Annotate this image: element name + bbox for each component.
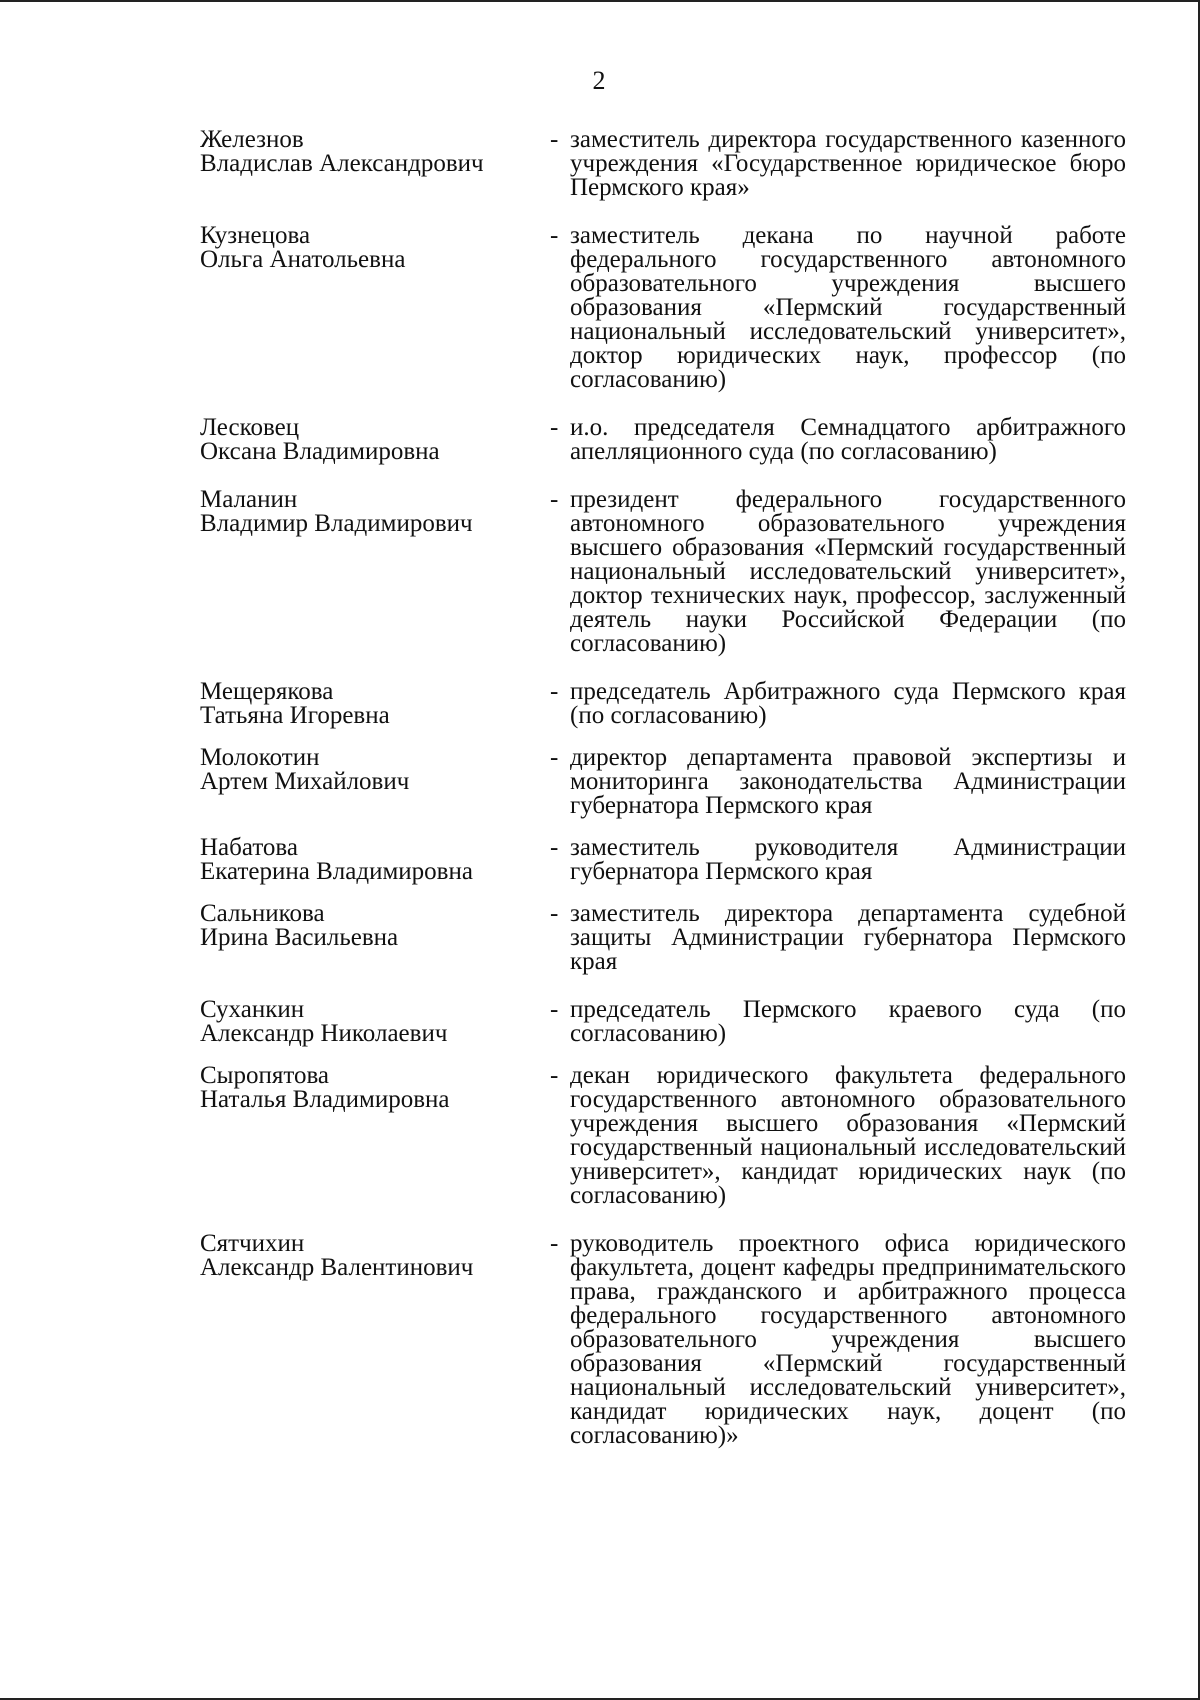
person-name	[200, 128, 550, 176]
person-given-names: Александр Николаевич	[200, 1020, 448, 1047]
dash-separator: -	[550, 1062, 559, 1089]
person-given-names: Ольга Анатольевна	[200, 246, 406, 273]
person-surname: Железнов	[200, 126, 304, 153]
person-position: заместитель декана по научной работе федерального государственного автономного образовательного учреждения высшего образования «Пермский государственный национальный исследовательский университет», доктор юридических наук, профессор (по согласованию)	[570, 222, 1126, 393]
person-name	[200, 1232, 550, 1280]
person-name	[200, 1064, 550, 1112]
page-number: 2	[592, 66, 606, 95]
person-given-names: Артем Михайлович	[200, 768, 410, 795]
person-name	[200, 680, 550, 728]
dash-separator: -	[550, 414, 559, 441]
person-given-names: Татьяна Игоревна	[200, 702, 390, 729]
list-item	[200, 746, 1130, 818]
person-position: заместитель директора департамента судебной защиты Администрации губернатора Пермского края	[570, 900, 1126, 975]
list-item	[200, 416, 1130, 464]
person-surname: Кузнецова	[200, 222, 311, 249]
person-position: руководитель проектного офиса юридического факультета, доцент кафедры предпринимательского права, гражданского и арбитражного процесса федерального государственного автономного образовательного учреждения высшего образования «Пермский государственный национальный исследовательский университет», кандидат юридических наук, доцент (по согласованию)»	[570, 1230, 1126, 1449]
dash-separator: -	[550, 1230, 559, 1257]
dash-separator: -	[550, 486, 559, 513]
person-given-names: Владимир Владимирович	[200, 510, 473, 537]
person-position: заместитель директора государственного казенного учреждения «Государственное юридическое бюро Пермского края»	[570, 126, 1126, 201]
person-name	[200, 998, 550, 1046]
person-name	[200, 488, 550, 536]
person-position: и.о. председателя Семнадцатого арбитражного апелляционного суда (по согласованию)	[570, 414, 1126, 465]
list-item	[200, 680, 1130, 728]
person-surname: Набатова	[200, 834, 298, 861]
person-surname: Сятчихин	[200, 1230, 305, 1257]
person-position: заместитель руководителя Администрации губернатора Пермского края	[570, 834, 1126, 885]
dash-separator: -	[550, 222, 559, 249]
person-name	[200, 902, 550, 950]
list-item	[200, 488, 1130, 656]
person-name	[200, 836, 550, 884]
dash-separator: -	[550, 744, 559, 771]
dash-separator: -	[550, 126, 559, 153]
person-position: председатель Арбитражного суда Пермского края (по согласованию)	[570, 678, 1126, 729]
person-position: директор департамента правовой экспертизы и мониторинга законодательства Администрации губернатора Пермского края	[570, 744, 1126, 819]
dash-separator: -	[550, 678, 559, 705]
list-item	[200, 998, 1130, 1046]
person-surname: Мещерякова	[200, 678, 334, 705]
person-position: президент федерального государственного автономного образовательного учреждения высшего образования «Пермский государственный национальный исследовательский университет», доктор технических наук, профессор, заслуженный деятель науки Российской Федерации (по согласованию)	[570, 486, 1126, 657]
person-surname: Маланин	[200, 486, 298, 513]
person-surname: Сыропятова	[200, 1062, 330, 1089]
person-surname: Лесковец	[200, 414, 300, 441]
person-position: председатель Пермского краевого суда (по согласованию)	[570, 996, 1126, 1047]
person-name	[200, 746, 550, 794]
dash-separator: -	[550, 996, 559, 1023]
dash-separator: -	[550, 900, 559, 927]
list-item	[200, 902, 1130, 974]
person-name	[200, 416, 550, 464]
list-item	[200, 128, 1130, 200]
person-given-names: Владислав Александрович	[200, 150, 484, 177]
person-position: декан юридического факультета федерального государственного автономного образовательного учреждения высшего образования «Пермский государственный национальный исследовательский университет», кандидат юридических наук (по согласованию)	[570, 1062, 1126, 1209]
person-given-names: Екатерина Владимировна	[200, 858, 473, 885]
person-surname: Сальникова	[200, 900, 325, 927]
person-name	[200, 224, 550, 272]
person-surname: Молокотин	[200, 744, 320, 771]
list-item	[200, 1064, 1130, 1208]
person-given-names: Ирина Васильевна	[200, 924, 399, 951]
person-given-names: Оксана Владимировна	[200, 438, 440, 465]
list-item	[200, 224, 1130, 392]
person-given-names: Александр Валентинович	[200, 1254, 474, 1281]
person-given-names: Наталья Владимировна	[200, 1086, 450, 1113]
dash-separator: -	[550, 834, 559, 861]
person-surname: Суханкин	[200, 996, 305, 1023]
list-item	[200, 1232, 1130, 1448]
list-item	[200, 836, 1130, 884]
member-list	[200, 128, 1130, 1472]
